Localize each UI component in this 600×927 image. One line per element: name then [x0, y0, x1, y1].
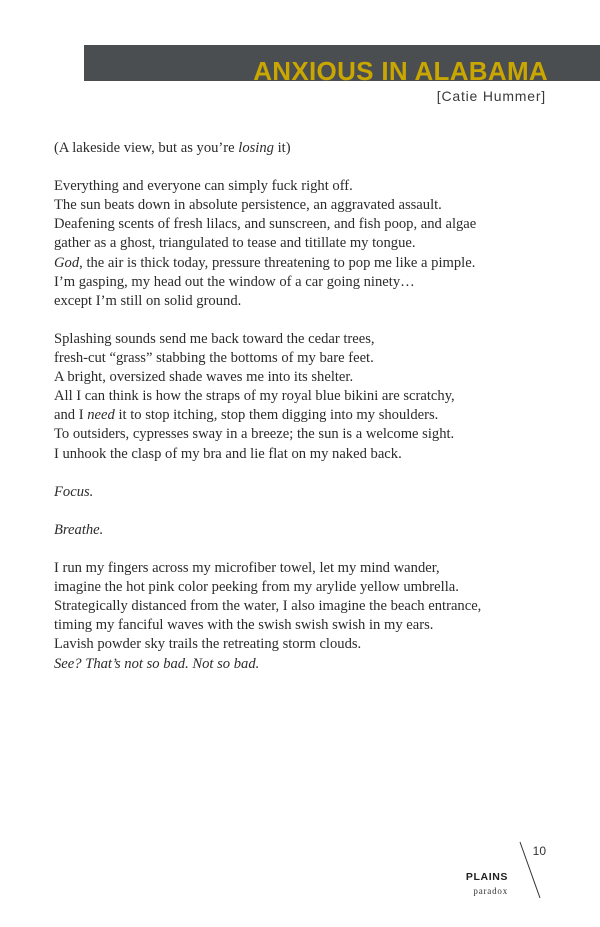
poem-line: Lavish powder sky trails the retreating storm clouds. — [54, 636, 362, 653]
poem-line: I unhook the clasp of my bra and lie flat on my naked back. — [54, 445, 402, 462]
poem-line: All I can think is how the straps of my royal blue bikini are scratchy, — [54, 388, 455, 405]
poem-line: I’m gasping, my head out the window of a car going ninety… — [54, 273, 415, 290]
poem-line: Splashing sounds send me back toward the cedar trees, — [54, 330, 375, 347]
page-title: ANXIOUS IN ALABAMA — [253, 56, 548, 86]
poem-line: God, the air is thick today, pressure threatening to pop me like a pimple. — [54, 254, 476, 271]
stanza-2 — [54, 330, 574, 464]
magazine-brand-sub: paradox — [473, 886, 508, 896]
poem-intro: (A lakeside view, but as you’re losing it) — [54, 140, 291, 156]
poem-line-focus: Focus. — [54, 483, 94, 500]
poem-line-breathe: Breathe. — [54, 521, 104, 538]
poem-line: Strategically distanced from the water, I also imagine the beach entrance, — [54, 598, 482, 615]
poem-line: fresh-cut “grass” stabbing the bottoms of my bare feet. — [54, 350, 374, 367]
stanza-3 — [54, 559, 574, 674]
poem-line: A bright, oversized shade waves me into its shelter. — [54, 369, 354, 386]
page-footer — [460, 840, 590, 910]
poem-line: Everything and everyone can simply fuck right off. — [54, 178, 353, 195]
page-number: 10 — [532, 844, 546, 858]
stanza-1 — [54, 177, 574, 311]
magazine-brand: PLAINS — [465, 871, 508, 883]
poem-line: Deafening scents of fresh lilacs, and sunscreen, and fish poop, and algae — [54, 216, 477, 233]
poem-body — [54, 139, 574, 674]
poem-line: gather as a ghost, triangulated to tease and titillate my tongue. — [54, 235, 416, 252]
poem-line: except I’m still on solid ground. — [54, 292, 242, 309]
poem-closing-line: See? That’s not so bad. Not so bad. — [54, 655, 260, 672]
poem-line: I run my fingers across my microfiber towel, let my mind wander, — [54, 560, 440, 577]
poem-line: imagine the hot pink color peeking from my arylide yellow umbrella. — [54, 579, 459, 596]
poem-line: and I need it to stop itching, stop them digging into my shoulders. — [54, 407, 439, 424]
poem-line: To outsiders, cypresses sway in a breeze; the sun is a welcome sight. — [54, 426, 455, 443]
poem-line: timing my fanciful waves with the swish swish swish in my ears. — [54, 617, 434, 634]
poem-line: The sun beats down in absolute persistence, an aggravated assault. — [54, 197, 442, 214]
author-credit: [Catie Hummer] — [436, 88, 546, 104]
